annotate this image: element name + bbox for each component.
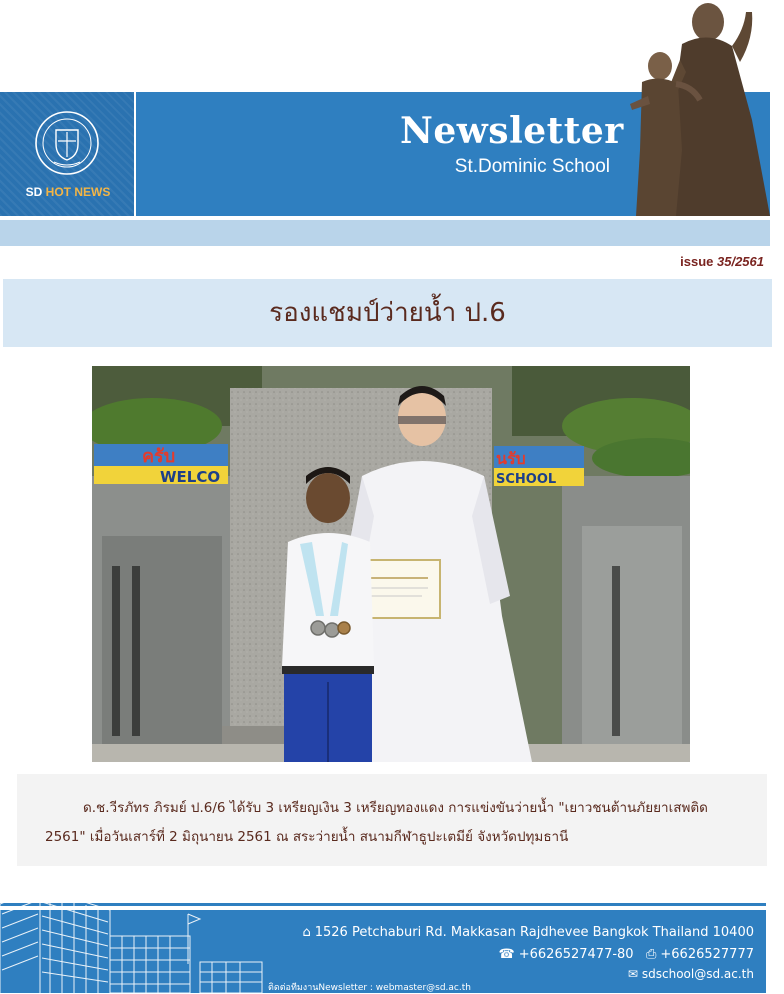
sign-right-english: SCHOOL (496, 472, 557, 487)
issue-prefix: issue (680, 254, 714, 269)
address-text: 1526 Petchaburi Rd. Makkasan Rajdhevee Bangkok Thailand 10400 (314, 925, 754, 940)
footer-address (302, 925, 754, 940)
sign-left-thai: ครับ (142, 446, 176, 467)
issue-number: 35/2561 (717, 254, 764, 269)
footer-contact: ติดต่อทีมงานNewsletter : webmaster@sd.ac.th (268, 983, 471, 993)
school-building-illustration (0, 884, 270, 993)
phone-text: +6626527477-80 (518, 947, 634, 962)
issue-label (560, 254, 764, 269)
statue-illustration (620, 0, 784, 218)
home-icon: ⌂ (302, 925, 311, 940)
logo-label (0, 185, 136, 199)
envelope-icon: ✉ (627, 967, 638, 981)
sign-left-english: WELCO (160, 468, 221, 486)
footer-phones (499, 947, 754, 962)
fax-icon: ⎙ (645, 947, 657, 962)
logo-label-highlight: HOT NEWS (45, 185, 111, 199)
article-caption: ด.ช.วีรภัทร ภิรมย์ ป.6/6 ได้รับ 3 เหรียญเงิน 3 เหรียญทองแดง การแข่งขันว่ายน้ำ "เยาวชนต้านภัยยาเสพติด 2561" เมื่อวันเสาร์ที่ 2 มิถุนายน 2561 ณ สระว่ายน้ำ สนามกีฬาธูปะเตมีย์ จังหวัดปทุมธานี (45, 800, 708, 845)
logo-label-prefix: SD (25, 185, 43, 199)
newsletter-subtitle: St.Dominic School (454, 156, 610, 177)
fax-text: +6626527777 (660, 947, 754, 962)
newsletter-title: Newsletter (400, 110, 624, 152)
email-link[interactable]: sdschool@sd.ac.th (641, 967, 754, 981)
sign-right-thai: นรับ (496, 449, 526, 468)
headline-box (3, 279, 772, 347)
school-seal-icon (34, 110, 100, 176)
caption-box (17, 774, 767, 866)
banner-underbar (0, 220, 770, 246)
article-photo (92, 366, 690, 762)
footer-email (628, 967, 754, 981)
phone-icon: ☎ (498, 947, 515, 962)
article-headline: รองแชมป์ว่ายน้ำ ป.6 (269, 298, 506, 328)
